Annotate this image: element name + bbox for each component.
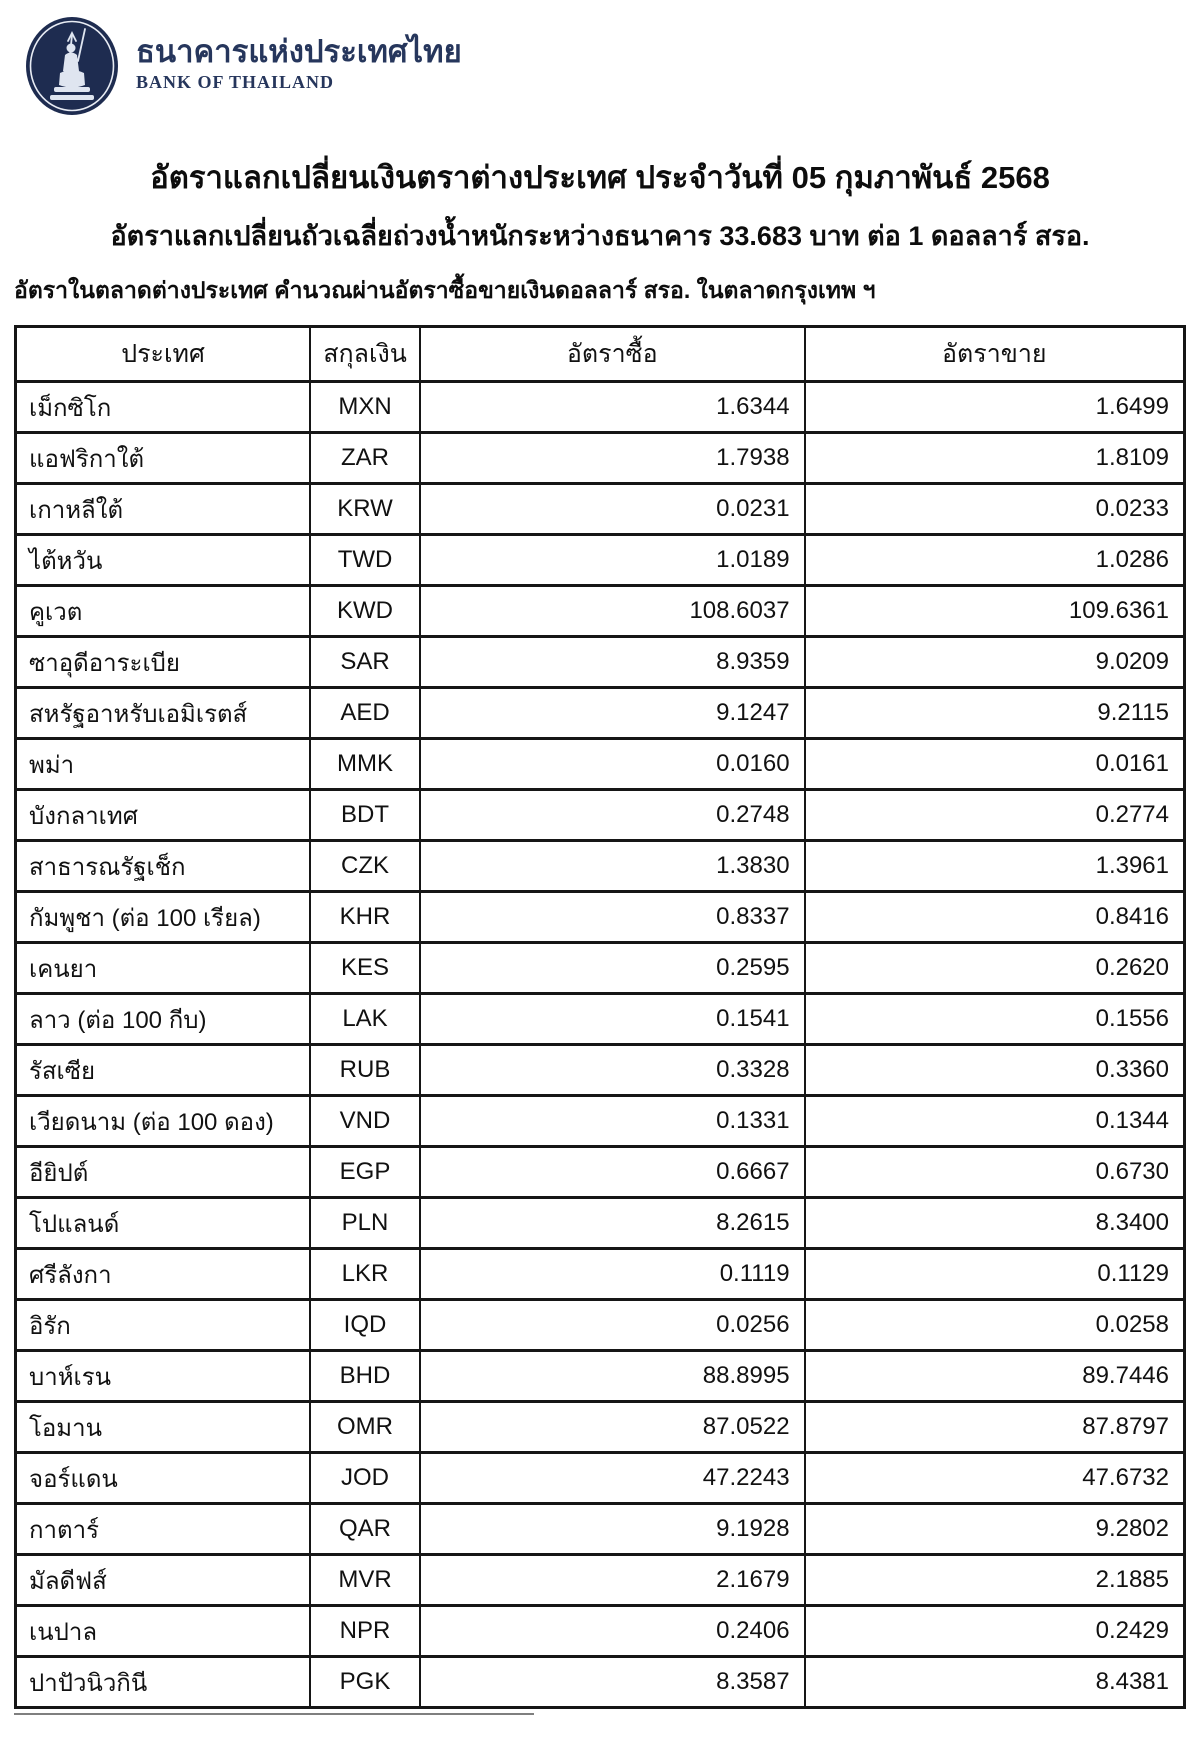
buy-rate-cell: 8.2615 [420, 1198, 805, 1249]
table-row [16, 892, 1185, 943]
column-header-currency: สกุลเงิน [310, 327, 420, 382]
sell-rate-cell: 87.8797 [805, 1402, 1185, 1453]
table-row [16, 1045, 1185, 1096]
currency-code-cell: OMR [310, 1402, 420, 1453]
currency-code-cell: AED [310, 688, 420, 739]
table-row [16, 382, 1185, 433]
sell-rate-cell: 0.8416 [805, 892, 1185, 943]
sell-rate-cell: 0.0161 [805, 739, 1185, 790]
table-row [16, 1606, 1185, 1657]
table-row [16, 1096, 1185, 1147]
weighted-average-rate-subtitle: อัตราแลกเปลี่ยนถัวเฉลี่ยถ่วงน้ำหนักระหว่างธนาคาร 33.683 บาท ต่อ 1 ดอลลาร์ สรอ. [110, 221, 1090, 251]
sell-rate-cell: 0.3360 [805, 1045, 1185, 1096]
exchange-rates-table-container [14, 325, 1186, 1709]
column-header-buy-rate: อัตราซื้อ [420, 327, 805, 382]
currency-code-cell: MVR [310, 1555, 420, 1606]
country-cell: โอมาน [16, 1402, 311, 1453]
currency-code-cell: KWD [310, 586, 420, 637]
table-header-row [16, 327, 1185, 382]
table-row [16, 1351, 1185, 1402]
country-cell: โปแลนด์ [16, 1198, 311, 1249]
country-cell: จอร์แดน [16, 1453, 311, 1504]
sell-rate-cell: 109.6361 [805, 586, 1185, 637]
buy-rate-cell: 0.3328 [420, 1045, 805, 1096]
currency-code-cell: BDT [310, 790, 420, 841]
currency-code-cell: JOD [310, 1453, 420, 1504]
rates-table-body [16, 382, 1185, 1708]
country-cell: แอฟริกาใต้ [16, 433, 311, 484]
sell-rate-cell: 2.1885 [805, 1555, 1185, 1606]
country-cell: กาตาร์ [16, 1504, 311, 1555]
table-row [16, 535, 1185, 586]
buy-rate-cell: 9.1247 [420, 688, 805, 739]
sell-rate-cell: 1.3961 [805, 841, 1185, 892]
currency-code-cell: NPR [310, 1606, 420, 1657]
country-cell: คูเวต [16, 586, 311, 637]
sell-rate-cell: 0.1129 [805, 1249, 1185, 1300]
buy-rate-cell: 1.0189 [420, 535, 805, 586]
country-cell: มัลดีฟส์ [16, 1555, 311, 1606]
country-cell: บาห์เรน [16, 1351, 311, 1402]
buy-rate-cell: 47.2243 [420, 1453, 805, 1504]
country-cell: สหรัฐอาหรับเอมิเรตส์ [16, 688, 311, 739]
sell-rate-cell: 0.0233 [805, 484, 1185, 535]
buy-rate-cell: 0.1119 [420, 1249, 805, 1300]
sell-rate-cell: 0.2774 [805, 790, 1185, 841]
table-row [16, 484, 1185, 535]
table-row [16, 994, 1185, 1045]
buy-rate-cell: 0.8337 [420, 892, 805, 943]
sell-rate-cell: 8.3400 [805, 1198, 1185, 1249]
buy-rate-cell: 1.6344 [420, 382, 805, 433]
currency-code-cell: LKR [310, 1249, 420, 1300]
currency-code-cell: BHD [310, 1351, 420, 1402]
country-cell: บังกลาเทศ [16, 790, 311, 841]
table-row [16, 1198, 1185, 1249]
sell-rate-cell: 9.2115 [805, 688, 1185, 739]
buy-rate-cell: 8.3587 [420, 1657, 805, 1708]
sell-rate-cell: 9.2802 [805, 1504, 1185, 1555]
sell-rate-cell: 0.1344 [805, 1096, 1185, 1147]
table-row [16, 433, 1185, 484]
currency-code-cell: PGK [310, 1657, 420, 1708]
table-row [16, 1402, 1185, 1453]
sell-rate-cell: 1.8109 [805, 433, 1185, 484]
currency-code-cell: KRW [310, 484, 420, 535]
currency-code-cell: CZK [310, 841, 420, 892]
country-cell: รัสเซีย [16, 1045, 311, 1096]
table-cutoff-line [14, 1713, 534, 1715]
table-row [16, 1657, 1185, 1708]
sell-rate-cell: 47.6732 [805, 1453, 1185, 1504]
sell-rate-cell: 8.4381 [805, 1657, 1185, 1708]
table-row [16, 1555, 1185, 1606]
exchange-rates-table [14, 325, 1186, 1709]
currency-code-cell: TWD [310, 535, 420, 586]
buy-rate-cell: 108.6037 [420, 586, 805, 637]
bank-of-thailand-seal-icon [24, 15, 120, 122]
country-cell: ไต้หวัน [16, 535, 311, 586]
buy-rate-cell: 0.2748 [420, 790, 805, 841]
currency-code-cell: ZAR [310, 433, 420, 484]
country-cell: เม็กซิโก [16, 382, 311, 433]
buy-rate-cell: 0.1541 [420, 994, 805, 1045]
country-cell: เนปาล [16, 1606, 311, 1657]
table-row [16, 688, 1185, 739]
sell-rate-cell: 0.6730 [805, 1147, 1185, 1198]
country-cell: พม่า [16, 739, 311, 790]
table-row [16, 943, 1185, 994]
column-header-sell-rate: อัตราขาย [805, 327, 1185, 382]
country-cell: เกาหลีใต้ [16, 484, 311, 535]
table-row [16, 1147, 1185, 1198]
sell-rate-cell: 0.2429 [805, 1606, 1185, 1657]
country-cell: ลาว (ต่อ 100 กีบ) [16, 994, 311, 1045]
bank-name-thai: ธนาคารแห่งประเทศไทย [136, 34, 462, 69]
bank-names [136, 15, 462, 93]
table-row [16, 637, 1185, 688]
sell-rate-cell: 89.7446 [805, 1351, 1185, 1402]
table-row [16, 1504, 1185, 1555]
buy-rate-cell: 1.7938 [420, 433, 805, 484]
sell-rate-cell: 1.0286 [805, 535, 1185, 586]
currency-code-cell: LAK [310, 994, 420, 1045]
buy-rate-cell: 0.6667 [420, 1147, 805, 1198]
buy-rate-cell: 0.1331 [420, 1096, 805, 1147]
table-row [16, 739, 1185, 790]
country-cell: สาธารณรัฐเช็ก [16, 841, 311, 892]
sell-rate-cell: 0.0258 [805, 1300, 1185, 1351]
currency-code-cell: PLN [310, 1198, 420, 1249]
buy-rate-cell: 8.9359 [420, 637, 805, 688]
column-header-country: ประเทศ [16, 327, 311, 382]
table-row [16, 1249, 1185, 1300]
country-cell: ปาปัวนิวกินี [16, 1657, 311, 1708]
currency-code-cell: QAR [310, 1504, 420, 1555]
buy-rate-cell: 0.2406 [420, 1606, 805, 1657]
currency-code-cell: RUB [310, 1045, 420, 1096]
country-cell: อียิปต์ [16, 1147, 311, 1198]
country-cell: ซาอุดีอาระเบีย [16, 637, 311, 688]
currency-code-cell: KES [310, 943, 420, 994]
document-header [0, 0, 1200, 122]
table-row [16, 1300, 1185, 1351]
table-row [16, 586, 1185, 637]
currency-code-cell: SAR [310, 637, 420, 688]
currency-code-cell: EGP [310, 1147, 420, 1198]
sell-rate-cell: 0.2620 [805, 943, 1185, 994]
currency-code-cell: MMK [310, 739, 420, 790]
buy-rate-cell: 0.0256 [420, 1300, 805, 1351]
country-cell: เคนยา [16, 943, 311, 994]
buy-rate-cell: 0.2595 [420, 943, 805, 994]
buy-rate-cell: 1.3830 [420, 841, 805, 892]
table-row [16, 790, 1185, 841]
buy-rate-cell: 0.0231 [420, 484, 805, 535]
country-cell: ศรีลังกา [16, 1249, 311, 1300]
currency-code-cell: KHR [310, 892, 420, 943]
buy-rate-cell: 0.0160 [420, 739, 805, 790]
buy-rate-cell: 9.1928 [420, 1504, 805, 1555]
buy-rate-cell: 87.0522 [420, 1402, 805, 1453]
buy-rate-cell: 88.8995 [420, 1351, 805, 1402]
sell-rate-cell: 9.0209 [805, 637, 1185, 688]
currency-code-cell: MXN [310, 382, 420, 433]
market-note: อัตราในตลาดต่างประเทศ คำนวณผ่านอัตราซื้อขายเงินดอลลาร์ สรอ. ในตลาดกรุงเทพ ฯ [14, 277, 876, 303]
table-row [16, 841, 1185, 892]
country-cell: อิรัก [16, 1300, 311, 1351]
table-row [16, 1453, 1185, 1504]
country-cell: กัมพูชา (ต่อ 100 เรียล) [16, 892, 311, 943]
currency-code-cell: IQD [310, 1300, 420, 1351]
buy-rate-cell: 2.1679 [420, 1555, 805, 1606]
country-cell: เวียดนาม (ต่อ 100 ดอง) [16, 1096, 311, 1147]
page-title: อัตราแลกเปลี่ยนเงินตราต่างประเทศ ประจำวันที่ 05 กุมภาพันธ์ 2568 [150, 160, 1050, 195]
sell-rate-cell: 0.1556 [805, 994, 1185, 1045]
currency-code-cell: VND [310, 1096, 420, 1147]
sell-rate-cell: 1.6499 [805, 382, 1185, 433]
bank-name-english: BANK OF THAILAND [136, 72, 335, 93]
